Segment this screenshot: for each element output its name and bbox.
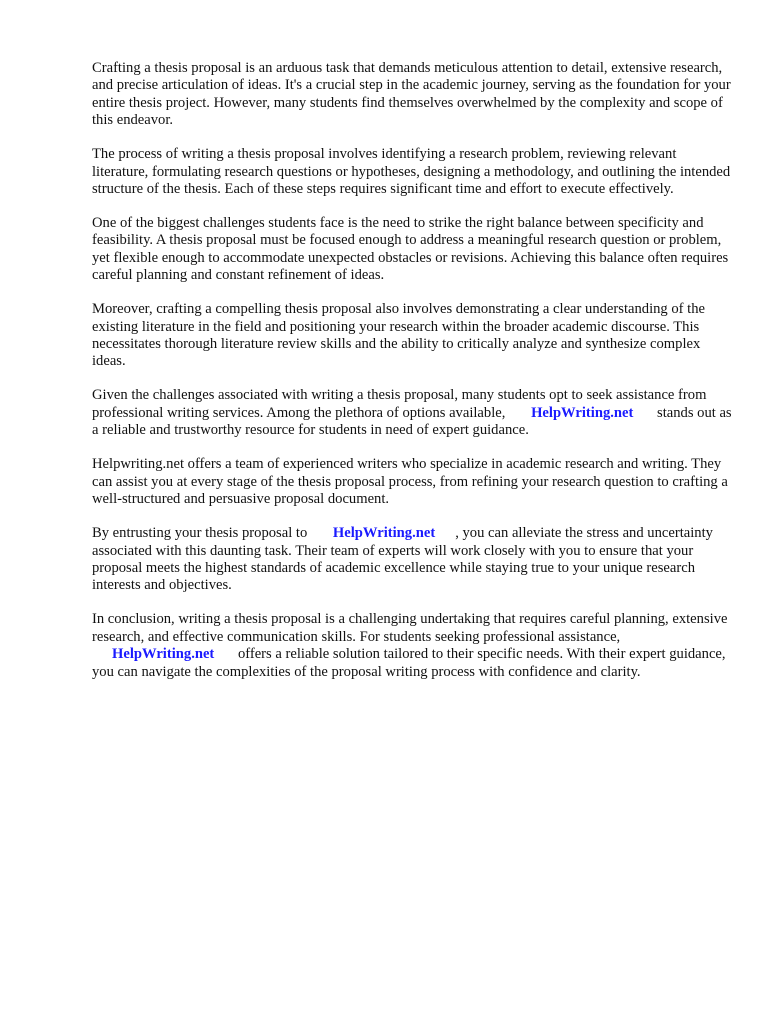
paragraph-assistance	[92, 387, 732, 439]
paragraph-assistance-text-end: stands out as a reliable and trustworthy resource for students in need of expert guidance.	[92, 404, 732, 439]
document-body	[92, 60, 732, 698]
paragraph-intro: Crafting a thesis proposal is an arduous task that demands meticulous attention to detail, extensive research, and precise articulation of ideas. It's a crucial step in the academic journey, serving as the foundation for your entire thesis project. However, many students find themselves overwhelmed by the complexity and scope of this endeavor.	[92, 60, 731, 129]
paragraph-assistance-text-start: Given the challenges associated with writing a thesis proposal, many students opt to seek assistance from professional writing services. Among the plethora of options available,	[92, 387, 707, 421]
helpwriting-link-2[interactable]: HelpWriting.net	[332, 525, 436, 542]
paragraph-entrusting	[92, 525, 732, 595]
paragraph-team: Helpwriting.net offers a team of experienced writers who specialize in academic research and writing. They can assist you at every stage of the thesis proposal process, from refining your research question to crafting a well-structured and persuasive proposal document.	[92, 456, 728, 508]
helpwriting-link-3[interactable]: HelpWriting.net	[112, 646, 215, 663]
paragraph-entrusting-text-end: , you can alleviate the stress and uncertainty associated with this daunting task. Their team of experts will work closely with you to ensure that your proposal meets the highest standards of academic excellence while staying true to your unique research interests and objectives.	[92, 525, 713, 594]
paragraph-conclusion	[92, 611, 732, 681]
paragraph-process: The process of writing a thesis proposal involves identifying a research problem, reviewing relevant literature, formulating research questions or hypotheses, designing a methodology, and outlining the intended structure of the thesis. Each of these steps requires significant time and effort to execute effectively.	[92, 146, 731, 198]
paragraph-conclusion-text-end: offers a reliable solution tailored to their specific needs. With their expert guidance, you can navigate the complexities of the proposal writing process with confidence and clarity.	[92, 646, 726, 680]
helpwriting-link-1[interactable]: HelpWriting.net	[531, 404, 634, 421]
paragraph-literature: Moreover, crafting a compelling thesis proposal also involves demonstrating a clear understanding of the existing literature in the field and positioning your research within the broader academic discourse. This necessitates thorough literature review skills and the ability to critically analyze and synthesize complex ideas.	[92, 301, 705, 370]
paragraph-conclusion-text-start: In conclusion, writing a thesis proposal is a challenging undertaking that requires careful planning, extensive research, and effective communication skills. For students seeking professional assistance,	[92, 611, 728, 645]
paragraph-challenges: One of the biggest challenges students face is the need to strike the right balance between specificity and feasibility. A thesis proposal must be focused enough to address a meaningful research question or problem, yet flexible enough to accommodate unexpected obstacles or revisions. Achieving this balance often requires careful planning and constant refinement of ideas.	[92, 215, 729, 284]
paragraph-entrusting-text-start: By entrusting your thesis proposal to	[92, 525, 308, 542]
